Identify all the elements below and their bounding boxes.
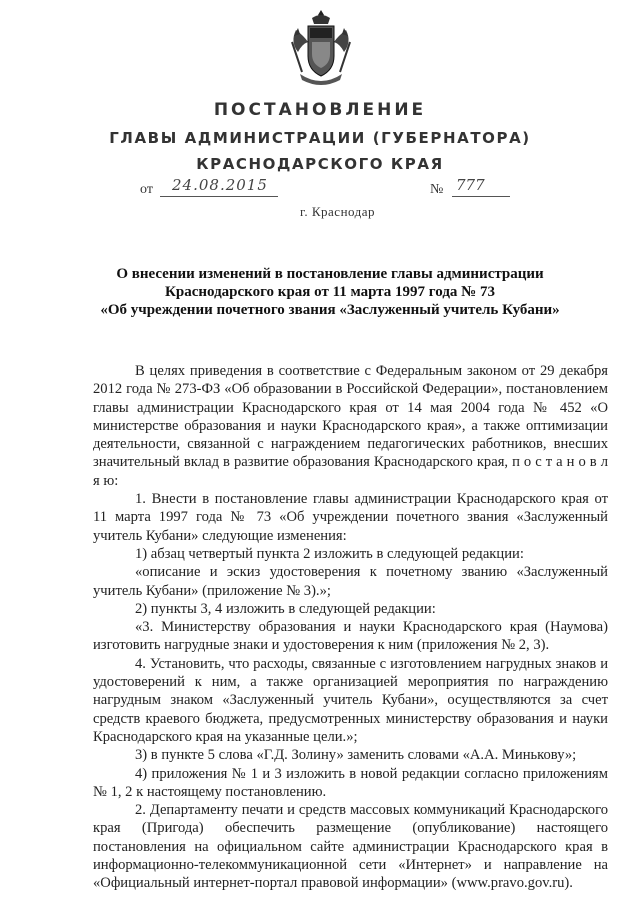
paragraph-quote-item-4: 4. Установить, что расходы, связанные с изготовлением нагрудных знаков и удостоверений к ним, а также организацией мероприятия по награждению нагрудным знаком «Заслуженный учитель Кубани», осуществляются за счет средств краевого бюджета, предусмотренных министерству образования и науки Краснодарского края на указанные цели.»; [93,655,608,745]
document-title-line-2: Краснодарского края от 11 марта 1997 года № 73 [165,284,495,300]
document-body [93,362,608,893]
date-label: от [140,182,153,197]
paragraph-subitem-1: 1) абзац четвертый пункта 2 изложить в следующей редакции: [135,545,524,562]
paragraph-preamble: В целях приведения в соответствие с Федеральным законом от 29 декабря 2012 года № 273-ФЗ «Об образовании в Российской Федерации», постановлением главы администрации Краснодарского края от 14 мая 2004 года № 452 «О министерстве образования и науки Краснодарского края», а также оптимизации деятельности, связанной с награждением педагогических работников, внесших значительный вклад в развитие образования Краснодарского края, п о с т а н о в л я ю: [93,363,608,489]
city-label: г. Краснодар [300,204,376,219]
paragraph-subitem-3: 3) в пункте 5 слова «Г.Д. Золину» заменить словами «А.А. Минькову»; [135,747,577,764]
date-underline [160,196,278,197]
document-type-heading: ПОСТАНОВЛЕНИЕ [213,100,427,120]
paragraph-item-2: 2. Департаменту печати и средств массовых коммуникаций Краснодарского края (Пригода) обеспечить размещение (опубликование) настоящего постановления на официальном сайте администрации Краснодарского края в информационно-телекоммуникационной сети «Интернет» и направление на «Официальный интернет-портал правовой информации» (www.pravo.gov.ru). [93,802,608,892]
handwritten-number: 777 [456,176,485,194]
number-label: № [430,182,444,197]
issuer-heading: ГЛАВЫ АДМИНИСТРАЦИИ (ГУБЕРНАТОРА) [109,129,531,147]
paragraph-subitem-4: 4) приложения № 1 и 3 изложить в новой редакции согласно приложениям № 1, 2 к настоящему постановлению. [93,765,608,800]
paragraph-quote-description: «описание и эскиз удостоверения к почетному званию «Заслуженный учитель Кубани» (приложение № 3).»; [93,564,608,599]
document-title-line-3: «Об учреждении почетного звания «Заслуженный учитель Кубани» [100,302,560,318]
paragraph-quote-item-3: «3. Министерству образования и науки Краснодарского края (Наумова) изготовить нагрудные знаки и удостоверения к ним (приложения № 2, 3). [93,619,608,654]
coat-of-arms-emblem [288,8,354,88]
handwritten-date: 24.08.2015 [172,176,268,194]
region-heading: КРАСНОДАРСКОГО КРАЯ [196,155,444,173]
paragraph-subitem-2: 2) пункты 3, 4 изложить в следующей редакции: [135,600,436,617]
paragraph-item-1: 1. Внести в постановление главы администрации Краснодарского края от 11 марта 1997 года № 73 «Об учреждении почетного звания «Заслуженный учитель Кубани» следующие изменения: [93,491,608,544]
document-title-line-1: О внесении изменений в постановление главы администрации [116,266,544,282]
number-underline [452,196,510,197]
